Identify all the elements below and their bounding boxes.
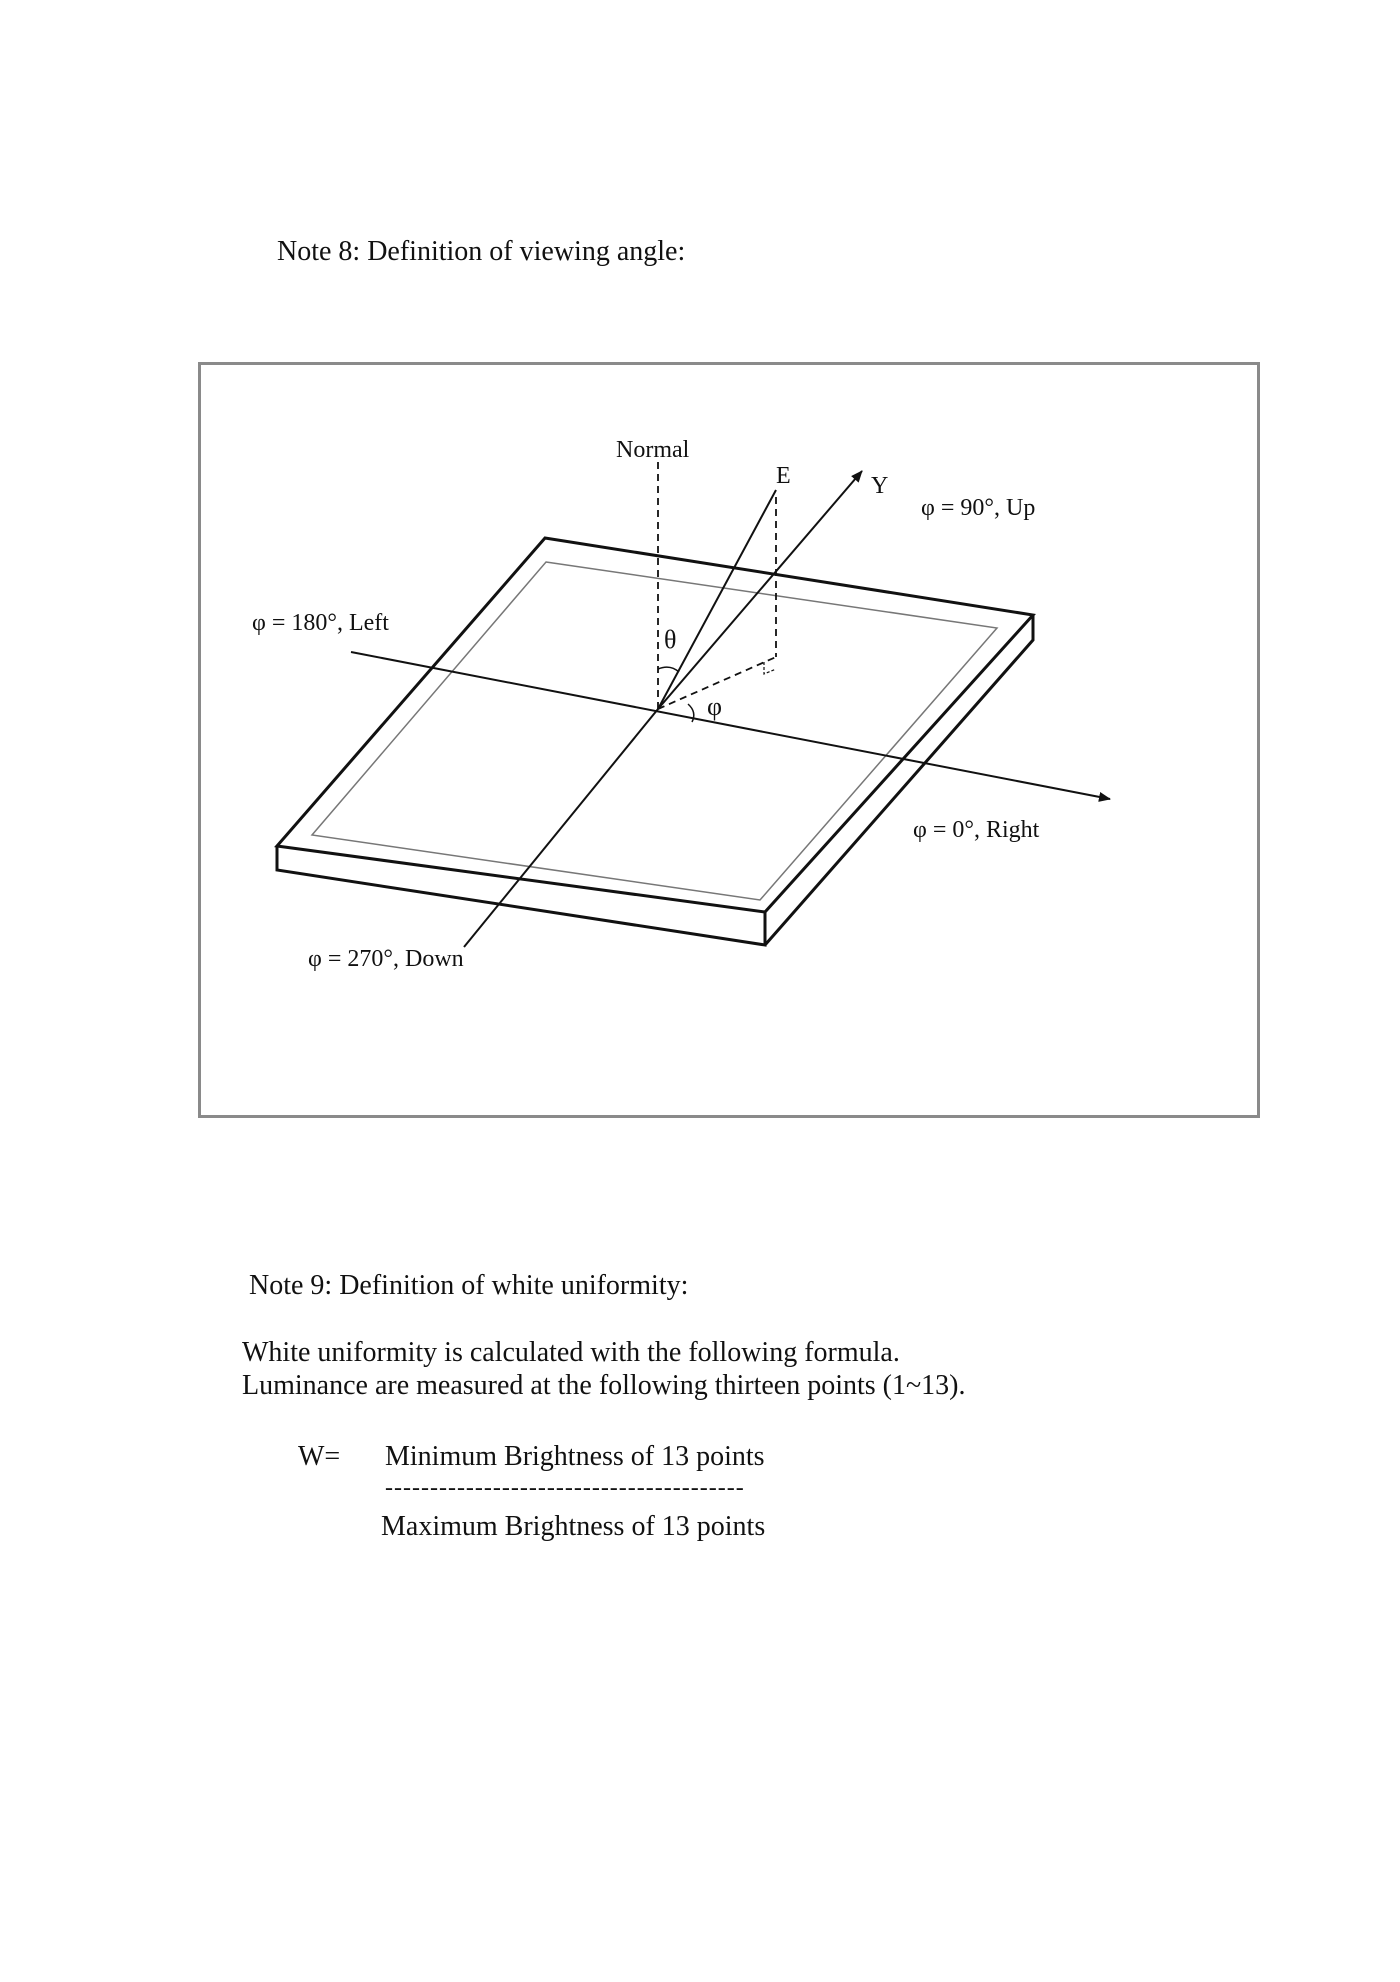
viewing-direction-e xyxy=(658,490,776,709)
horizontal-axis xyxy=(351,652,1110,799)
up-label: φ = 90°, Up xyxy=(921,495,1036,521)
uniformity-paragraph-line2: Luminance are measured at the following thirteen points (1~13). xyxy=(242,1370,966,1401)
vertical-axis-down xyxy=(464,709,658,947)
right-angle-mark xyxy=(764,662,776,674)
phi-label: φ xyxy=(707,692,723,721)
theta-arc xyxy=(658,667,679,672)
formula-fraction-bar: ---------------------------------------- xyxy=(385,1475,745,1501)
note9-heading: Note 9: Definition of white uniformity: xyxy=(249,1270,689,1301)
e-label: E xyxy=(776,463,791,489)
y-label: Y xyxy=(871,473,889,499)
y-axis xyxy=(658,471,862,709)
theta-label: θ xyxy=(664,625,677,654)
right-label: φ = 0°, Right xyxy=(913,817,1040,843)
formula-denominator: Maximum Brightness of 13 points xyxy=(381,1511,766,1542)
panel-active-area xyxy=(312,562,997,900)
formula-numerator: Minimum Brightness of 13 points xyxy=(385,1441,765,1472)
panel-top-face xyxy=(277,538,1033,912)
down-label: φ = 270°, Down xyxy=(308,946,464,972)
panel-front-edge xyxy=(277,846,765,945)
formula-lhs: W= xyxy=(298,1441,341,1472)
note8-heading: Note 8: Definition of viewing angle: xyxy=(277,236,686,267)
phi-arc xyxy=(688,704,694,722)
left-label: φ = 180°, Left xyxy=(252,610,389,636)
normal-label: Normal xyxy=(616,437,690,463)
uniformity-paragraph-line1: White uniformity is calculated with the following formula. xyxy=(242,1337,900,1368)
panel-right-edge xyxy=(765,615,1033,945)
